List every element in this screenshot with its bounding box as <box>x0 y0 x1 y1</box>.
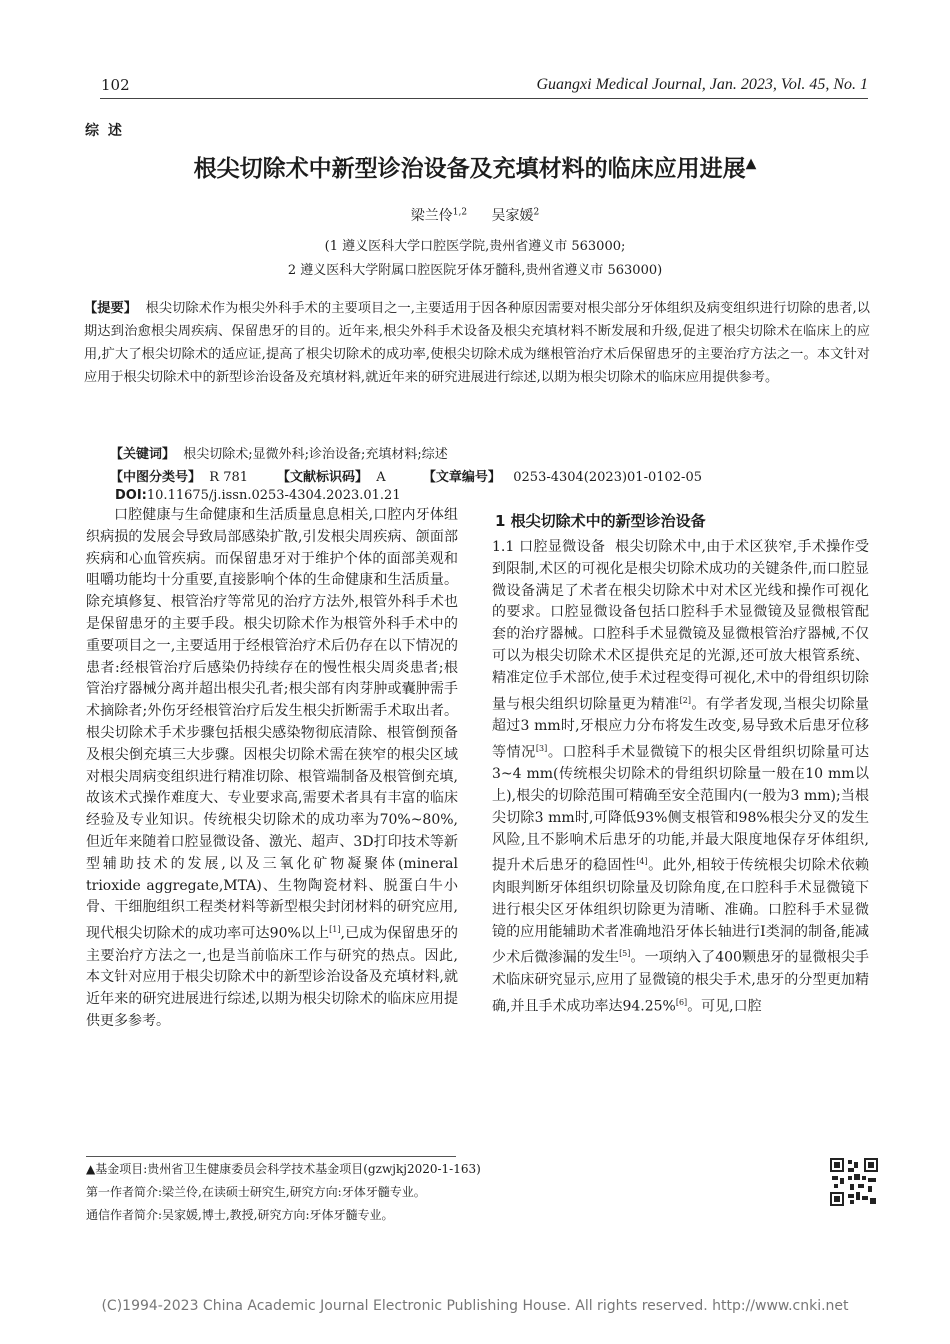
citation-5: [5] <box>619 949 631 959</box>
keywords-label: 【关键词】 <box>110 447 176 462</box>
abstract-text: 根尖切除术作为根尖外科手术的主要项目之一,主要适用于因各种原因需要对根尖部分牙体组织及病变组织进行切除的患者,以期达到治愈根尖周疾病、保留患牙的目的。近年来,根尖外科手术设备及根尖充填材料不断发展和升级,促进了根尖切除术在临床上的应用,扩大了根尖切除术的适应证,提高了根尖切除术的成功率,使根尖切除术成为继根管治疗术后保留患牙的主要治疗方法之一。本文针对应用于根尖切除术中的新型诊治设备及充填材料,就近年来的研究进展进行综述,以期为根尖切除术的临床应用提供参考。 <box>84 301 870 385</box>
keywords <box>110 443 448 462</box>
citation-1: [1] <box>329 925 341 935</box>
clc-value: R 781 <box>209 470 249 485</box>
section-tag: 综 述 <box>85 123 124 139</box>
author-2 <box>492 208 540 224</box>
article-title <box>0 150 950 183</box>
citation-6: [6] <box>675 997 688 1007</box>
para-text-e: 。一项纳入了400颗患牙的显微根尖手术临床研究显示,应用了显微镜的根尖手术,患牙的分型更加精确,并且手术成功率达94.25% <box>492 949 869 1015</box>
fund-mark: ▲ <box>745 155 757 172</box>
doi <box>115 488 401 503</box>
copyright-line: (C)1994-2023 China Academic Journal Electronic Publishing House. All rights reserved. http://www.cnki.net <box>101 1298 849 1314</box>
left-column <box>86 505 458 1033</box>
article-label: 【文章编号】 <box>422 470 501 485</box>
para-text-a: 根尖切除术中,由于术区狭窄,手术操作受到限制,术区的可视化是根尖切除术成功的关键条件,而口腔显微设备满足了术者在根尖切除术中对术区光线和操作可视化的要求。口腔显微设备包括口腔科手术显微镜及显微根管配套的治疗器械。口腔科手术显微镜及显微根管治疗器械,不仅可以为根尖切除术术区提供充足的光源,还可放大根管系统、精准定位手术部位,使手术过程变得可视化,术中的骨组织切除量与根尖组织切除量更为精准 <box>492 539 870 713</box>
article-value: 0253-4304(2023)01-0102-05 <box>513 470 702 485</box>
author-1 <box>411 208 467 224</box>
abstract-label: 【提要】 <box>84 301 138 316</box>
author-1-affil: 1,2 <box>452 207 468 218</box>
footnote-first-author: 第一作者简介:梁兰伶,在读硕士研究生,研究方向:牙体牙髓专业。 <box>86 1185 426 1199</box>
clc-label: 【中图分类号】 <box>110 470 202 485</box>
citation-2: [2] <box>679 695 691 705</box>
affiliation-1: (1 遵义医科大学口腔医学院,贵州省遵义市 563000; <box>324 239 626 254</box>
author-2-name: 吴家媛 <box>491 208 534 224</box>
title-text: 根尖切除术中新型诊治设备及充填材料的临床应用进展 <box>193 156 746 182</box>
footnote-corresponding: 通信作者简介:吴家媛,博士,教授,研究方向:牙体牙髓专业。 <box>86 1208 394 1222</box>
section-1-1-paragraph <box>492 537 869 1018</box>
keywords-text: 根尖切除术;显微外科;诊治设备;充填材料;综述 <box>183 447 448 462</box>
doi-label: DOI: <box>115 488 147 503</box>
affiliation-2: 2 遵义医科大学附属口腔医院牙体牙髓科,贵州省遵义市 563000) <box>287 263 663 278</box>
subsection-1-1-label: 1.1 口腔显微设备 <box>492 539 606 555</box>
page-number: 102 <box>101 76 130 94</box>
authors <box>0 205 950 225</box>
citation-3: [3] <box>535 743 548 753</box>
para-text-c: 。口腔科手术显微镜下的根尖区骨组织切除量可达3~4 mm(传统根尖切除术的骨组织切除量一般在10 mm以上),根尖的切除范围可精确至安全范围内(一般为3 mm);当根尖切除3 mm时,可降低93%侧支根管和98%根尖分叉的发生风险,且不影响术后患牙的功能,并最大限度地保存牙体组织,提升术后患牙的稳固性 <box>492 744 870 875</box>
doi-value: 10.11675/j.issn.0253-4304.2023.01.21 <box>146 488 401 503</box>
para-text-d: 。此外,相较于传统根尖切除术依赖肉眼判断牙体组织切除量及切除角度,在口腔科手术显微镜下进行根尖区牙体组织切除更为清晰、准确。口腔科手术显微镜的应用能辅助术者准确地沿牙体长轴进行Ⅰ类洞的制备,能减少术后微渗漏的发生 <box>492 858 869 966</box>
right-column <box>492 537 869 1018</box>
author-2-affil: 2 <box>533 207 540 218</box>
section-1-heading: 1 根尖切除术中的新型诊治设备 <box>495 512 706 530</box>
intro-paragraph <box>86 505 458 1033</box>
qr-code-icon <box>830 1158 878 1206</box>
header-rule <box>100 98 868 99</box>
footnote-fund: ▲基金项目:贵州省卫生健康委员会科学技术基金项目(gzwjkj2020-1-163) <box>86 1162 481 1176</box>
citation-4: [4] <box>636 857 648 867</box>
para-text-b: 。有学者发现,当根尖切除量超过3 mm时,牙根应力分布将发生改变,易导致术后患牙位移等情况 <box>492 696 870 761</box>
intro-text-a: 口腔健康与生命健康和生活质量息息相关,口腔内牙体组织病损的发展会导致局部感染扩散,引发根尖周疾病、颌面部疾病和心血管疾病。而保留患牙对于维护个体的面部美观和咀嚼功能均十分重要,直接影响个体的生命健康和生活质量。除充填修复、根管治疗等常见的治疗方法外,根管外科手术也是保留患牙的主要手段。根尖切除术作为根管外科手术中的重要项目之一,主要适用于经根管治疗术后仍存在以下情况的患者:经根管治疗后感染仍持续存在的慢性根尖周炎患者;根管治疗器械分离并超出根尖孔者;根尖部有肉芽肿或囊肿需手术摘除者;外伤牙经根管治疗后发生根尖折断需手术取出者。根尖切除术手术步骤包括根尖感染物彻底清除、根管倒预备及根尖倒充填三大步骤。因根尖切除术需在狭窄的根尖区域对根尖周病变组织进行精准切除、根管端制备及根管倒充填,故该术式操作难度大、专业要求高,需要术者具有丰富的临床经验及专业知识。传统根尖切除术的成功率为70%~80%,但近年来随着口腔显微设备、激光、超声、3D打印技术等新型辅助技术的发展,以及三氧化矿物凝聚体(mineral trioxide aggregate,MTA)、生物陶瓷材料、脱蛋白牛小骨、干细胞组织工程类材料等新型根尖封闭材料的研究应用,现代根尖切除术的成功率可达90%以上 <box>86 507 458 942</box>
intro-text-b: ,已成为保留患牙的主要治疗方法之一,也是当前临床工作与研究的热点。因此,本文针对应用于根尖切除术中的新型诊治设备及充填材料,就近年来的研究进展进行综述,以期为根尖切除术的临床应用提供更多参考。 <box>86 925 458 1029</box>
journal-citation: Guangxi Medical Journal, Jan. 2023, Vol. 45, No. 1 <box>536 76 868 93</box>
abstract <box>84 297 870 389</box>
doc-label: 【文献标识码】 <box>276 470 368 485</box>
para-text-f: 。可见,口腔 <box>687 998 762 1015</box>
classification <box>110 466 702 485</box>
author-1-name: 梁兰伶 <box>410 208 453 224</box>
doc-value: A <box>376 470 386 485</box>
footnote-rule <box>86 1156 456 1157</box>
